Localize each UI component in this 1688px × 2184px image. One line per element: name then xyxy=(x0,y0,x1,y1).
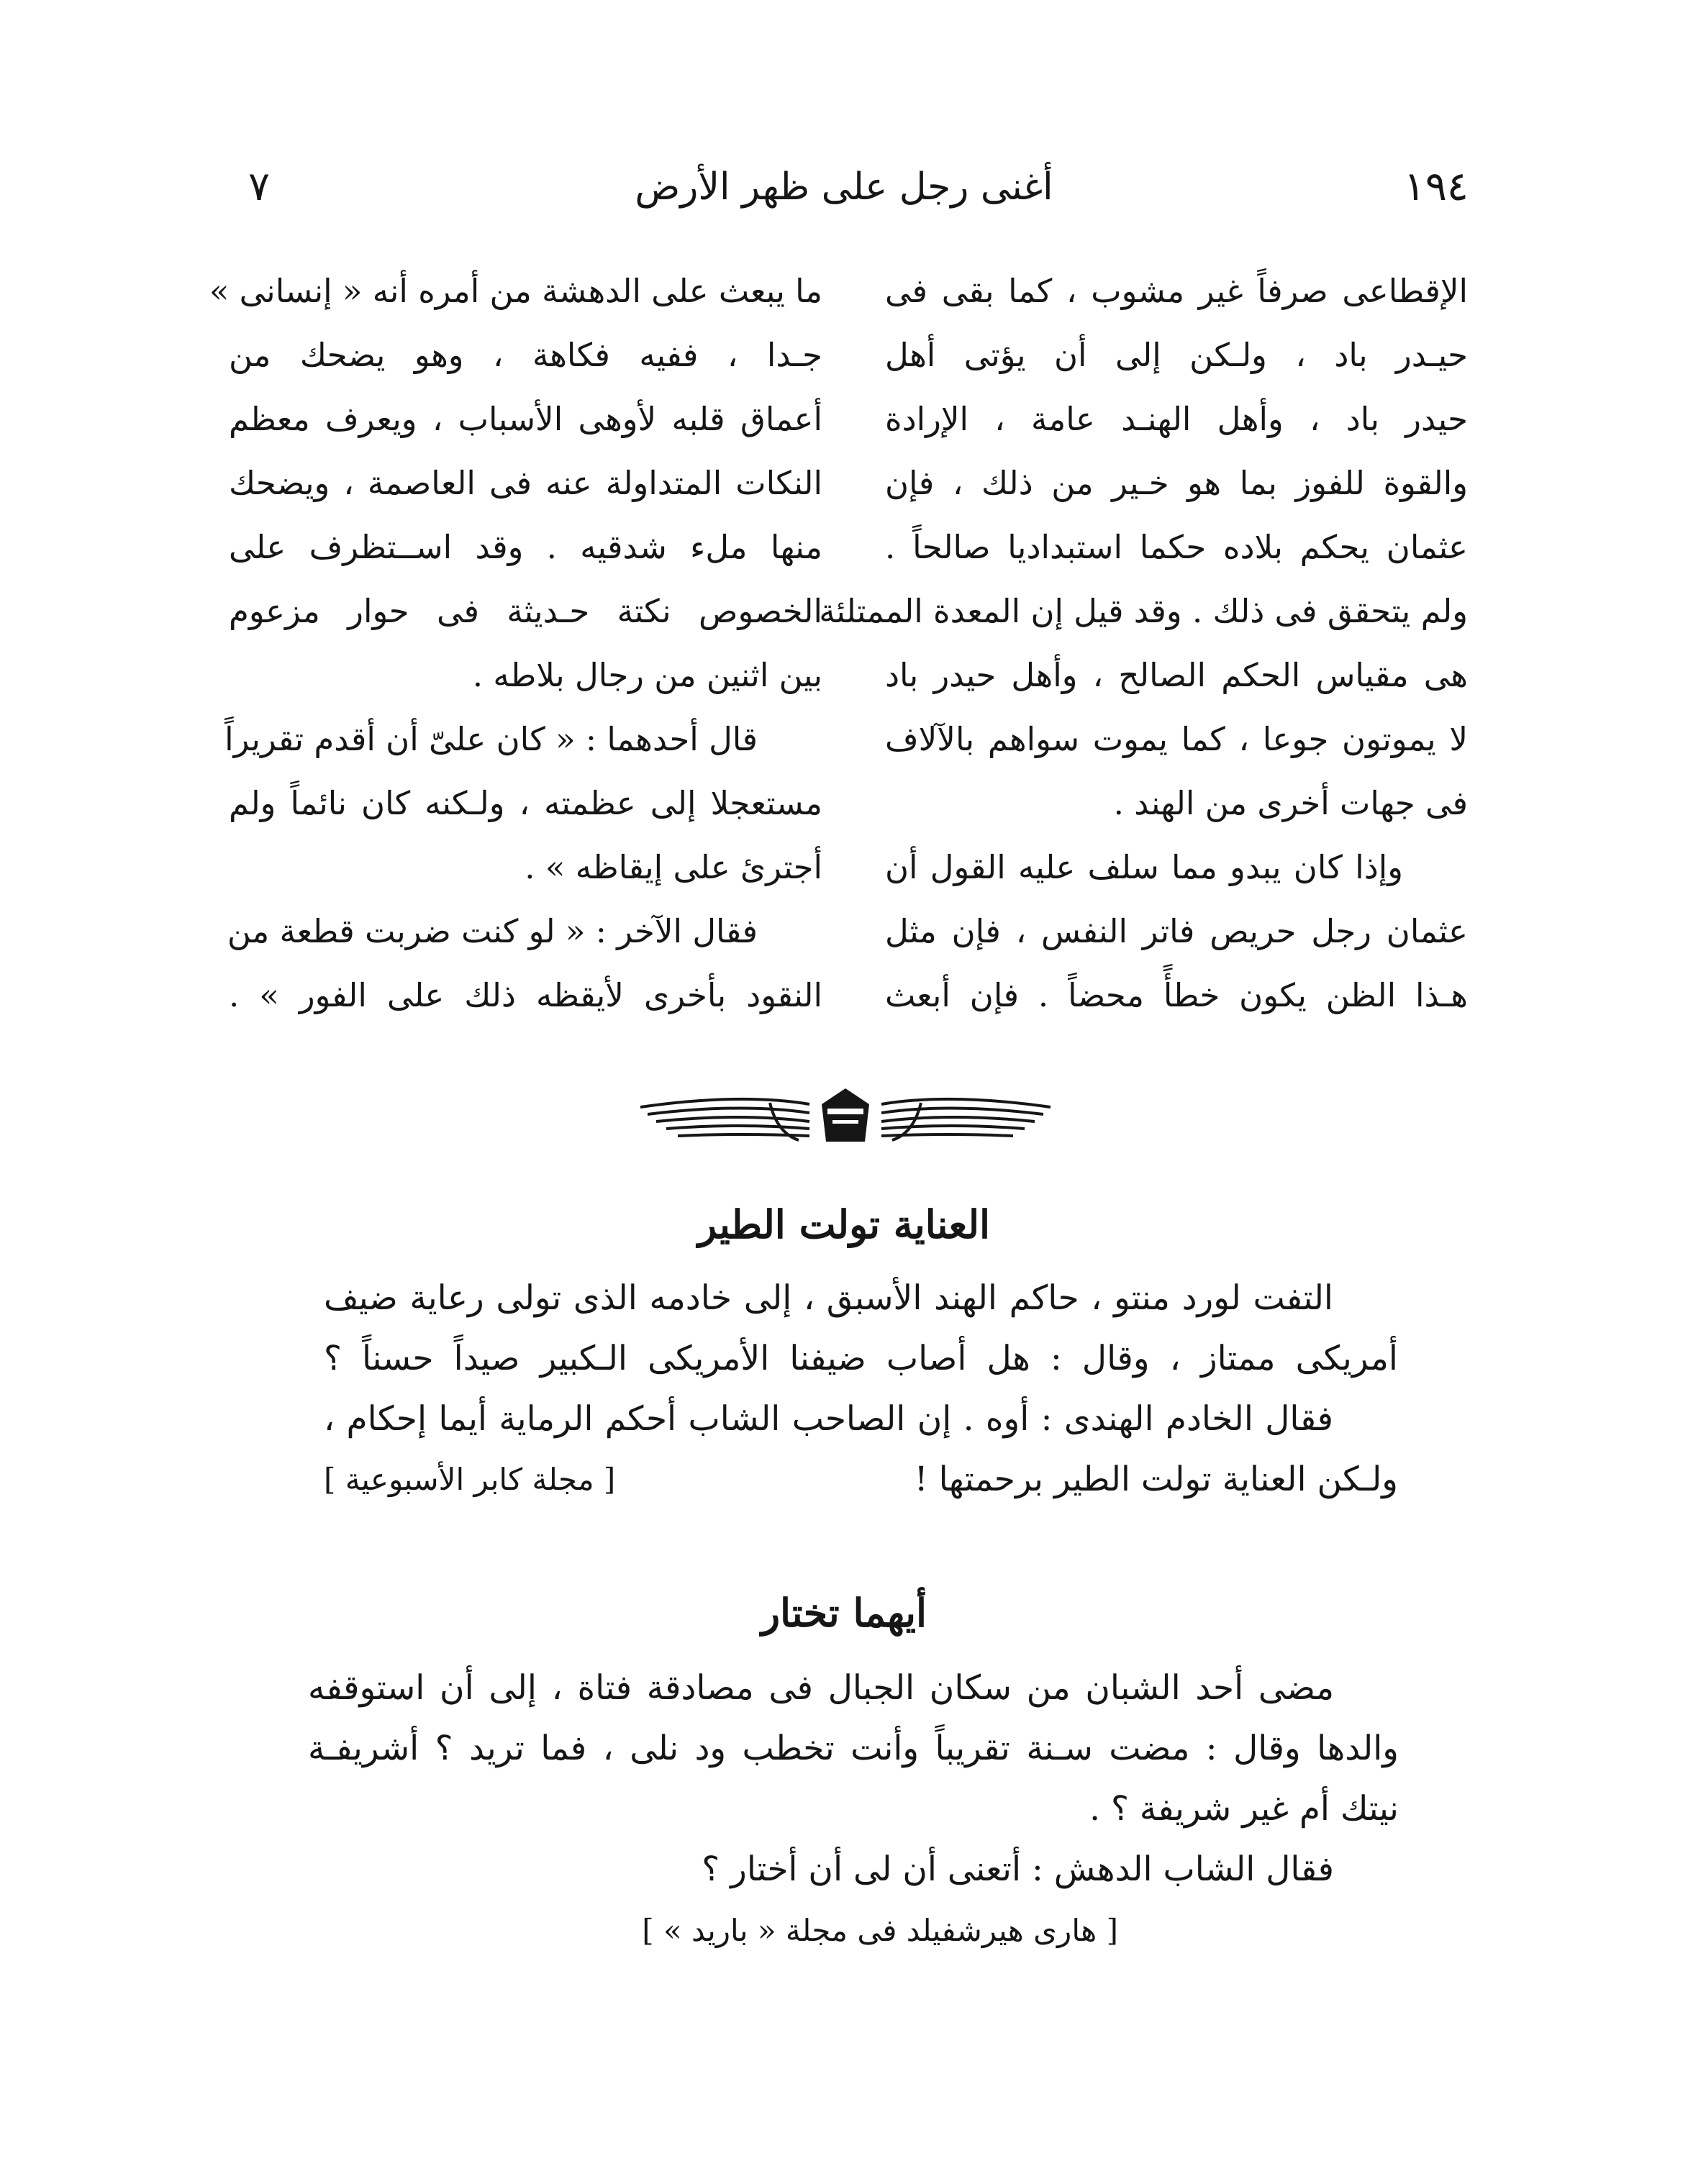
text-line: النكات المتداولة عنه فى العاصمة ، ويضحك xyxy=(229,464,822,502)
source-citation: [ مجلة كابر الأسبوعية ] xyxy=(324,1462,616,1497)
text-line: فقال الخادم الهندى : أوه . إن الصاحب الشاب أحكم الرماية أيما إحكام ، xyxy=(324,1399,1333,1439)
closing-row xyxy=(324,1450,1398,1510)
text-line: منها ملء شدقيه . وقد اســتظرف على xyxy=(229,528,822,566)
text-line: حيـدر باد ، ولـكن إلى أن يؤتى أهل xyxy=(885,336,1468,374)
text-line: جـدا ، ففيه فكاهة ، وهو يضحك من xyxy=(229,336,822,374)
text-line: بين اثنين من رجال بلاطه . xyxy=(472,656,822,694)
text-line: عثمان رجل حريص فاتر النفس ، فإن مثل xyxy=(885,912,1468,950)
text-line: عثمان يحكم بلاده حكما استبداديا صالحاً . xyxy=(885,528,1468,566)
text-line: الخصوص نكتة حـديثة فى حوار مزعوم xyxy=(229,592,822,630)
left-column xyxy=(209,259,822,1027)
text-line: ولم يتحقق فى ذلك . وقد قيل إن المعدة الممتلئة xyxy=(819,592,1468,630)
source-citation: [ هارى هيرشفيلد فى مجلة « باريد » ] xyxy=(642,1913,1118,1948)
text-line: والدها وقال : مضت سـنة تقريباً وأنت تخطب ود نلى ، فما تريد ؟ أشريفـة xyxy=(308,1729,1399,1768)
text-line: نيتك أم غير شريفة ؟ . xyxy=(1089,1789,1399,1829)
text-line: وإذا كان يبدو مما سلف عليه القول أن xyxy=(885,848,1403,886)
source-row xyxy=(308,1900,1399,1960)
section-title: العناية تولت الطير xyxy=(697,1201,991,1247)
eagle-ornament-icon xyxy=(633,1083,1058,1155)
right-column xyxy=(819,259,1468,1027)
text-line: أعماق قلبه لأوهى الأسباب ، ويعرف معظم xyxy=(229,400,822,438)
text-line: مستعجلا إلى عظمته ، ولـكنه كان نائماً ولم xyxy=(229,784,822,822)
text-line: الإقطاعى صرفاً غير مشوب ، كما بقى فى xyxy=(885,272,1468,310)
text-line: والقوة للفوز بما هو خـير من ذلك ، فإن xyxy=(885,464,1468,502)
text-line: هـذا الظن يكون خطأً محضاً . فإن أبعث xyxy=(885,976,1468,1014)
text-line: أجترئ على إيقاظه » . xyxy=(525,848,822,886)
text-line: مضى أحد الشبان من سكان الجبال فى مصادقة فتاة ، إلى أن استوقفه xyxy=(308,1668,1334,1708)
page-number-left: ٧ xyxy=(248,163,271,210)
text-line: فقال الشاب الدهش : أتعنى أن لى أن أختار ؟ xyxy=(702,1849,1334,1889)
running-title: أغنى رجل على ظهر الأرض xyxy=(635,165,1053,209)
anecdote-block xyxy=(308,1658,1399,1960)
text-line: حيدر باد ، وأهل الهنـد عامة ، الإرادة xyxy=(885,400,1468,438)
section-title: أيهما تختار xyxy=(761,1590,927,1636)
text-line: فى جهات أخرى من الهند . xyxy=(1113,784,1468,822)
text-line: لا يموتون جوعا ، كما يموت سواهم بالآلاف xyxy=(885,720,1468,758)
text-line: التفت لورد منتو ، حاكم الهند الأسبق ، إلى خادمه الذى تولى رعاية ضيف xyxy=(324,1278,1333,1318)
page-number-right: ١٩٤ xyxy=(1403,163,1469,210)
text-line: هى مقياس الحكم الصالح ، وأهل حيدر باد xyxy=(885,656,1468,694)
anecdote-block xyxy=(324,1268,1398,1510)
text-line: أمريكى ممتاز ، وقال : هل أصاب ضيفنا الأمريكى الـكبير صيداً حسناً ؟ xyxy=(324,1339,1398,1378)
text-line: ما يبعث على الدهشة من أمره أنه « إنسانى » xyxy=(209,272,822,310)
text-line: النقود بأخرى لأيقظه ذلك على الفور » . xyxy=(229,976,822,1014)
text-line: قال أحدهما : « كان علىّ أن أقدم تقريراً xyxy=(224,720,758,758)
text-line: فقال الآخر : « لو كنت ضربت قطعة من xyxy=(227,912,758,950)
text-line: ولـكن العناية تولت الطير برحمتها ! xyxy=(914,1460,1398,1499)
